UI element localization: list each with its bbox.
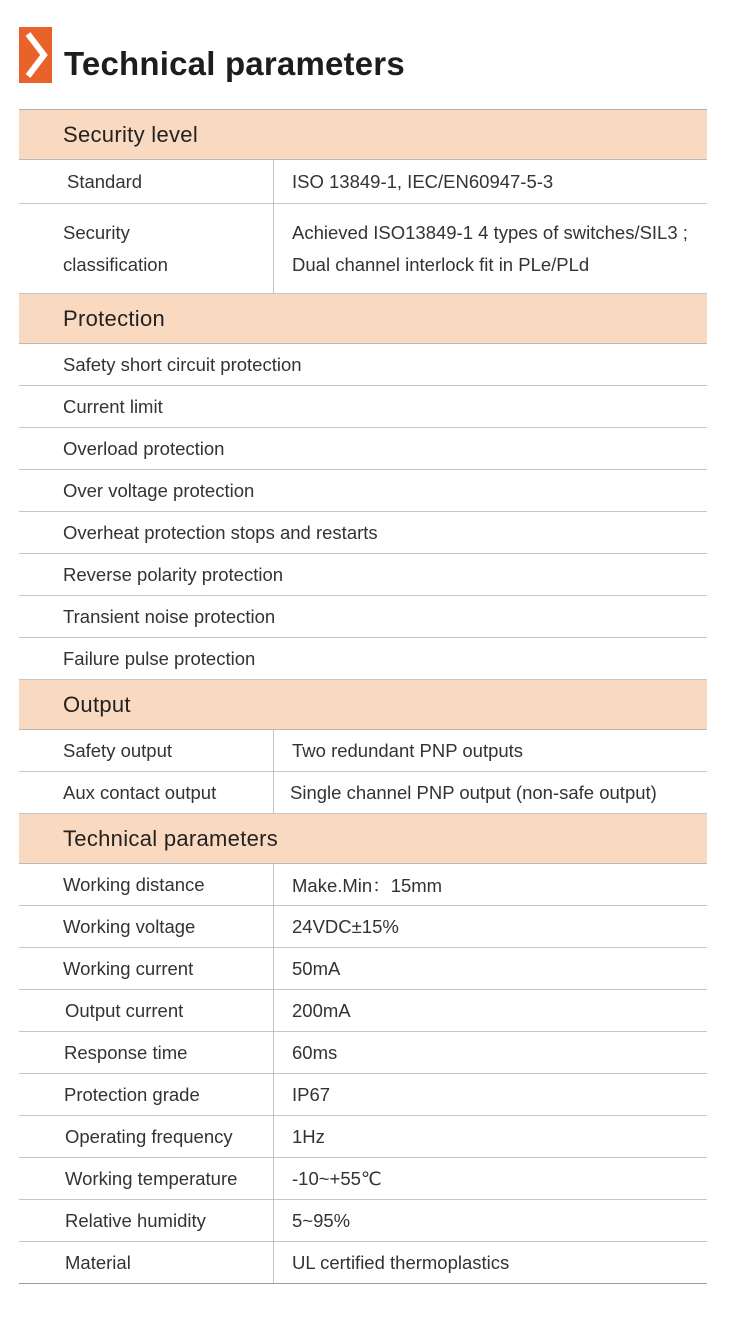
row-label: Working temperature — [65, 1167, 238, 1189]
row-value: 1Hz — [273, 1116, 707, 1157]
list-item — [19, 596, 707, 638]
row-value: 200mA — [273, 990, 707, 1031]
section-header-protection: Protection — [19, 294, 707, 344]
table-row — [19, 730, 707, 772]
row-label: Working voltage — [63, 915, 196, 937]
row-value: Single channel PNP output (non-safe output) — [273, 772, 707, 813]
row-label — [19, 204, 273, 293]
protection-item: Overload protection — [63, 437, 225, 459]
table-row — [19, 160, 707, 204]
row-label: Working current — [63, 957, 194, 979]
section-header-technical-parameters: Technical parameters — [19, 814, 707, 864]
section-header-security-level: Security level — [19, 110, 707, 160]
table-row — [19, 1158, 707, 1200]
row-label: Relative humidity — [65, 1209, 206, 1231]
protection-item: Current limit — [63, 395, 163, 417]
page-header — [19, 27, 719, 83]
protection-item: Failure pulse protection — [63, 647, 256, 669]
row-value: UL certified thermoplastics — [273, 1242, 707, 1283]
row-label: Response time — [64, 1041, 188, 1063]
section-header-output: Output — [19, 680, 707, 730]
row-value: -10~+55℃ — [273, 1158, 707, 1199]
page-title: Technical parameters — [64, 45, 405, 82]
table-row — [19, 1200, 707, 1242]
row-label: Operating frequency — [65, 1125, 233, 1147]
list-item — [19, 470, 707, 512]
row-label: Output current — [65, 999, 184, 1021]
table-row — [19, 948, 707, 990]
protection-item: Safety short circuit protection — [63, 353, 302, 375]
row-value: IP67 — [273, 1074, 707, 1115]
row-label: Material — [65, 1251, 131, 1273]
list-item — [19, 428, 707, 470]
table-row — [19, 1032, 707, 1074]
row-value: 24VDC±15% — [273, 906, 707, 947]
row-value — [273, 204, 707, 293]
list-item — [19, 554, 707, 596]
row-label: Working distance — [63, 873, 205, 895]
row-value: Make.Min：15mm — [273, 864, 707, 905]
table-row — [19, 772, 707, 814]
row-label-line: Security — [63, 221, 130, 243]
list-item — [19, 638, 707, 680]
table-row — [19, 990, 707, 1032]
row-label: Safety output — [63, 739, 173, 761]
protection-item: Overheat protection stops and restarts — [63, 521, 378, 543]
row-value: 50mA — [273, 948, 707, 989]
parameters-table — [19, 109, 707, 1284]
table-row — [19, 1242, 707, 1284]
row-value: Two redundant PNP outputs — [273, 730, 707, 771]
list-item — [19, 386, 707, 428]
list-item — [19, 344, 707, 386]
row-value-line: Dual channel interlock fit in PLe/PLd — [292, 253, 590, 275]
row-value: 60ms — [273, 1032, 707, 1073]
table-row — [19, 1074, 707, 1116]
row-label: Aux contact output — [63, 781, 217, 803]
row-label-line: classification — [63, 253, 168, 275]
row-value-line: Achieved ISO13849-1 4 types of switches/SIL3 ; — [292, 221, 688, 243]
row-label: Standard — [67, 170, 143, 192]
table-row — [19, 906, 707, 948]
protection-item: Reverse polarity protection — [63, 563, 284, 585]
chevron-right-icon — [19, 27, 52, 83]
table-row — [19, 864, 707, 906]
row-label: Protection grade — [64, 1083, 200, 1105]
protection-item: Transient noise protection — [63, 605, 276, 627]
row-value: ISO 13849-1, IEC/EN60947-5-3 — [273, 160, 707, 203]
table-row — [19, 204, 707, 294]
table-row — [19, 1116, 707, 1158]
row-value: 5~95% — [273, 1200, 707, 1241]
list-item — [19, 512, 707, 554]
protection-item: Over voltage protection — [63, 479, 255, 501]
